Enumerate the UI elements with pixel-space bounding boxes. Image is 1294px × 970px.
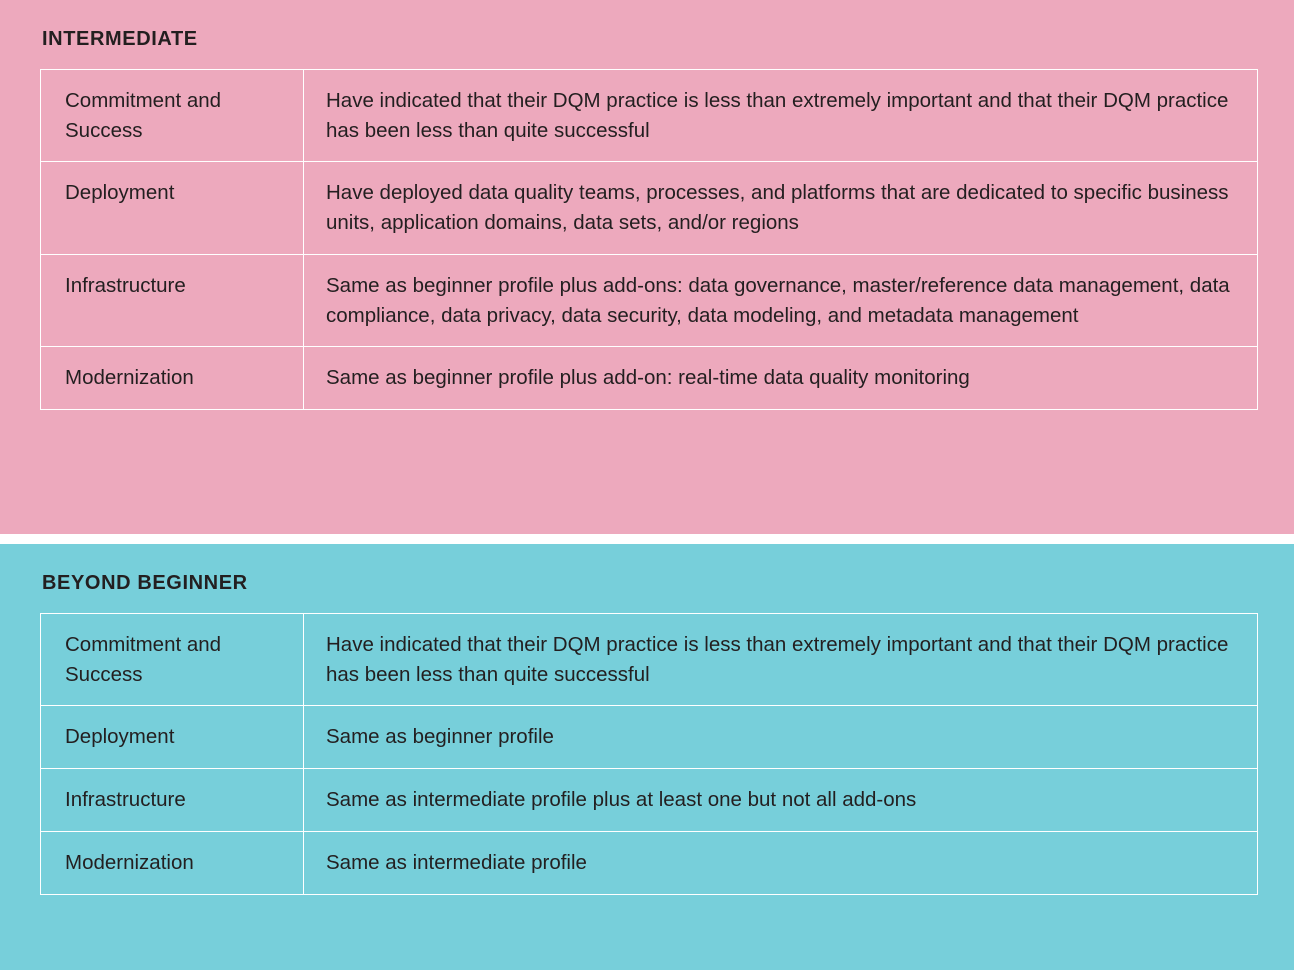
row-description: Have indicated that their DQM practice is less than extremely important and that their DQM practice has been less than quite successful <box>304 70 1258 162</box>
profile-table-intermediate <box>40 69 1258 410</box>
section-title-beyond-beginner: BEYOND BEGINNER <box>42 572 248 594</box>
row-description: Have deployed data quality teams, processes, and platforms that are dedicated to specific business units, application domains, data sets, and/or regions <box>304 162 1258 254</box>
row-label: Commitment and Success <box>41 614 304 706</box>
row-description: Same as beginner profile plus add-on: real-time data quality monitoring <box>304 347 1258 410</box>
row-description: Same as intermediate profile <box>304 831 1258 894</box>
row-label: Infrastructure <box>41 254 304 346</box>
row-label: Infrastructure <box>41 769 304 832</box>
section-title-intermediate: INTERMEDIATE <box>42 28 198 50</box>
table-row <box>41 706 1258 769</box>
table-row <box>41 614 1258 706</box>
row-label: Modernization <box>41 831 304 894</box>
row-label: Modernization <box>41 347 304 410</box>
row-label: Deployment <box>41 706 304 769</box>
table-row <box>41 769 1258 832</box>
row-label: Commitment and Success <box>41 70 304 162</box>
row-description: Same as beginner profile plus add-ons: data governance, master/reference data management, data compliance, data privacy, data security, data modeling, and metadata management <box>304 254 1258 346</box>
row-description: Have indicated that their DQM practice is less than extremely important and that their DQM practice has been less than quite successful <box>304 614 1258 706</box>
section-beyond-beginner <box>0 544 1294 970</box>
profile-table-beyond-beginner <box>40 613 1258 895</box>
table-row <box>41 347 1258 410</box>
table-row <box>41 162 1258 254</box>
row-description: Same as intermediate profile plus at least one but not all add-ons <box>304 769 1258 832</box>
row-description: Same as beginner profile <box>304 706 1258 769</box>
table-row <box>41 831 1258 894</box>
table-row <box>41 70 1258 162</box>
table-row <box>41 254 1258 346</box>
row-label: Deployment <box>41 162 304 254</box>
